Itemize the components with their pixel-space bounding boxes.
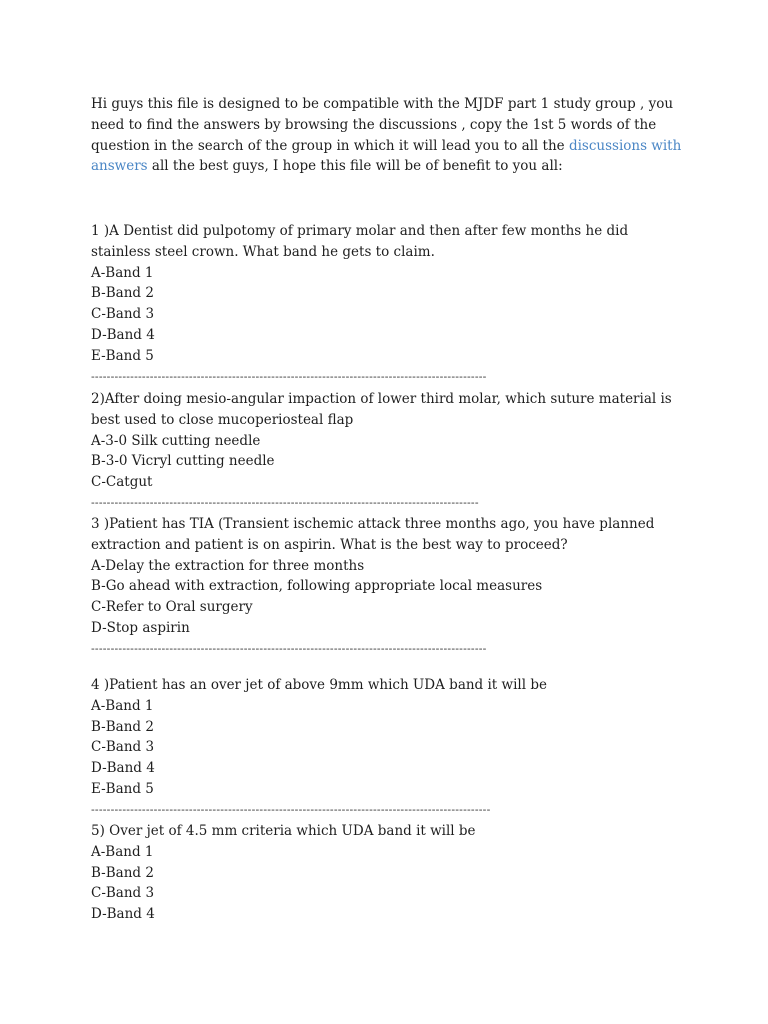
question-5-text: 5) Over jet of 4.5 mm criteria which UDA band it will be (91, 823, 476, 839)
question-4-text: 4 )Patient has an over jet of above 9mm which UDA band it will be (91, 677, 547, 693)
question-3-option-a: A-Delay the extraction for three months (91, 557, 365, 574)
question-1-separator: ----------------------------------------------------------------------------------------------------- (91, 369, 487, 383)
question-2-text: 2)After doing mesio-angular impaction of lower third molar, which suture material is best used to close mucoperiosteal flap (91, 391, 672, 428)
intro-text-after-link: all the best guys, I hope this file will be of benefit to you all: (147, 158, 563, 175)
question-1-option-d: D-Band 4 (91, 326, 155, 343)
discussions-link[interactable]: discussions with answers (91, 137, 682, 175)
question-1-option-b: B-Band 2 (91, 285, 154, 302)
question-3-text: 3 )Patient has TIA (Transient ischemic attack three months ago, you have planned extraction and patient is on aspirin. What is the best way to proceed? (91, 516, 655, 553)
question-1-option-c: C-Band 3 (91, 306, 155, 323)
question-5-option-a: A-Band 1 (91, 843, 154, 860)
question-5 (91, 821, 691, 925)
question-4-option-a: A-Band 1 (91, 697, 154, 714)
question-3-separator: ----------------------------------------------------------------------------------------------------- (91, 641, 487, 655)
question-5-option-d: D-Band 4 (91, 906, 155, 923)
question-3-option-b: B-Go ahead with extraction, following appropriate local measures (91, 578, 543, 595)
question-4 (91, 675, 691, 821)
question-3-option-c: C-Refer to Oral surgery (91, 599, 253, 616)
question-4-option-e: E-Band 5 (91, 780, 154, 797)
question-4-option-b: B-Band 2 (91, 718, 154, 735)
question-1 (91, 221, 691, 387)
question-2-option-a: A-3-0 Silk cutting needle (91, 432, 261, 449)
question-1-text: 1 )A Dentist did pulpotomy of primary molar and then after few months he did stainless steel crown. What band he gets to claim. (91, 223, 629, 260)
question-3-option-d: D-Stop aspirin (91, 619, 190, 636)
question-2-separator: --------------------------------------------------------------------------------------------------- (91, 495, 479, 509)
question-4-option-c: C-Band 3 (91, 739, 155, 756)
question-2-option-b: B-3-0 Vicryl cutting needle (91, 453, 275, 470)
question-4-separator: ------------------------------------------------------------------------------------------------------ (91, 802, 491, 816)
question-1-option-a: A-Band 1 (91, 264, 154, 281)
question-5-option-c: C-Band 3 (91, 885, 155, 902)
intro-text-before-link: Hi guys this file is designed to be compatible with the MJDF part 1 study group , you need to find the answers by browsing the discussions , copy the 1st 5 words of the question in the search of the group in which it will lead you to all the (91, 96, 674, 154)
question-2-option-c: C-Catgut (91, 474, 153, 491)
question-2 (91, 389, 691, 514)
intro-paragraph (91, 94, 691, 177)
question-5-option-b: B-Band 2 (91, 864, 154, 881)
question-4-option-d: D-Band 4 (91, 760, 155, 777)
question-3 (91, 514, 691, 660)
question-1-option-e: E-Band 5 (91, 347, 154, 364)
